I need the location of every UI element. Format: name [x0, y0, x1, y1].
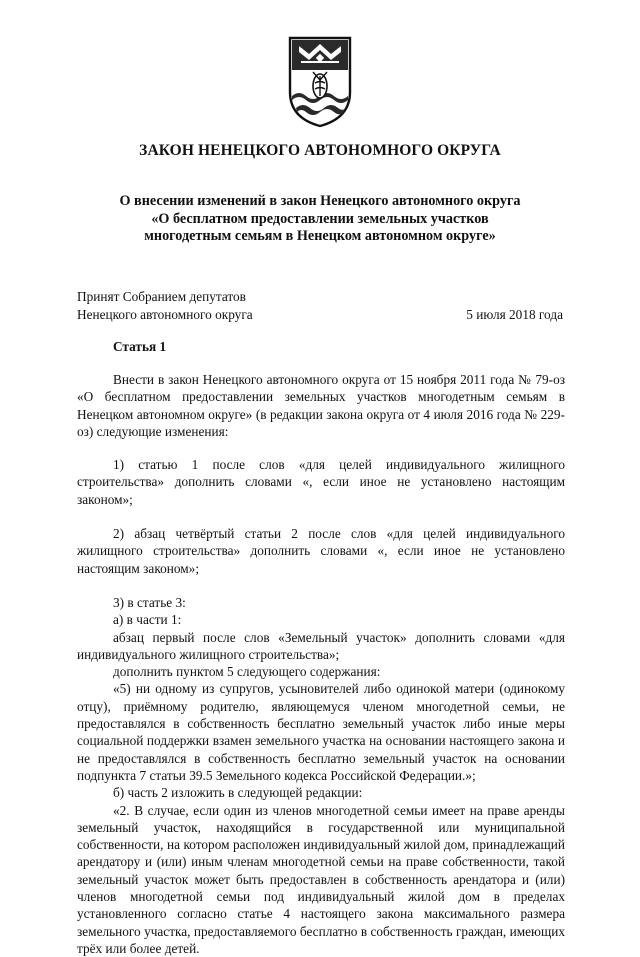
- adopted-by-line: Ненецкого автономного округа: [77, 306, 253, 322]
- paragraph: «2. В случае, если один из членов многодетной семьи имеет на праве аренды земельный участок, находящийся в государственной или муниципальной собственности, на котором расположен индивидуальный жилой дом, принадлежащий арендатору и (или) иным членам многодетной семьи на праве собственности, такой земельный участок может быть предоставлен в собственность арендатора и (или) членов многодетной семьи под индивидуальный жилой дом в пределах установленного согласно статье 4 настоящего закона максимального размера земельного участка, предоставляемого бесплатно в собственность граждан, имеющих трёх или более детей.: [77, 802, 565, 956]
- paragraph: 3) в статье 3:: [113, 594, 186, 610]
- law-subject: [80, 193, 560, 246]
- paragraph: «5) ни одному из супругов, усыновителей либо одинокой матери (одинокому отцу), приёмному родителю, являющемуся членом многодетной семьи, не предоставлялся в собственность бесплатно земельный участок либо иные меры социальной поддержки взамен земельного участка на основании настоящего закона и не предоставлялся в собственность бесплатно земельный участок на основании подпункта 7 статьи 39.5 Земельного кодекса Российской Федерации.»;: [77, 681, 565, 783]
- subject-line: «О бесплатном предоставлении земельных участков: [151, 210, 489, 227]
- paragraph: 1) статью 1 после слов «для целей индивидуального жилищного строительства» дополнить словами «, если иное не установлено настоящим законом»;: [77, 457, 565, 507]
- paragraph: абзац первый после слов «Земельный участок» дополнить словами «для индивидуального жилищного строительства»;: [77, 629, 565, 662]
- article-title: Статья 1: [113, 339, 167, 354]
- coat-of-arms-icon: [287, 36, 353, 128]
- adopted-by: [77, 288, 253, 323]
- paragraph: б) часть 2 изложить в следующей редакции:: [113, 785, 363, 801]
- subject-line: многодетным семьям в Ненецком автономном округе»: [144, 228, 496, 244]
- paragraph: Внести в закон Ненецкого автономного округа от 15 ноября 2011 года № 79-оз «О бесплатном предоставлении земельных участков многодетным семьям в Ненецком автономном округе» (в редакции закона округа от 4 июля 2016 года № 229-оз) следующие изменения:: [77, 372, 565, 439]
- paragraph: а) в части 1:: [113, 612, 182, 628]
- paragraph: дополнить пунктом 5 следующего содержания:: [113, 664, 381, 680]
- adopted-date: 5 июля 2018 года: [466, 306, 563, 322]
- subject-line: О внесении изменений в закон Ненецкого автономного округа: [119, 193, 521, 209]
- adopted-by-line: Принят Собранием депутатов: [77, 289, 246, 304]
- paragraph: 2) абзац четвёртый статьи 2 после слов «для целей индивидуального жилищного строительства» дополнить словами «, если иное не установлено настоящим законом»;: [77, 526, 565, 576]
- article-body: [77, 371, 565, 957]
- law-title: ЗАКОН НЕНЕЦКОГО АВТОНОМНОГО ОКРУГА: [139, 142, 501, 159]
